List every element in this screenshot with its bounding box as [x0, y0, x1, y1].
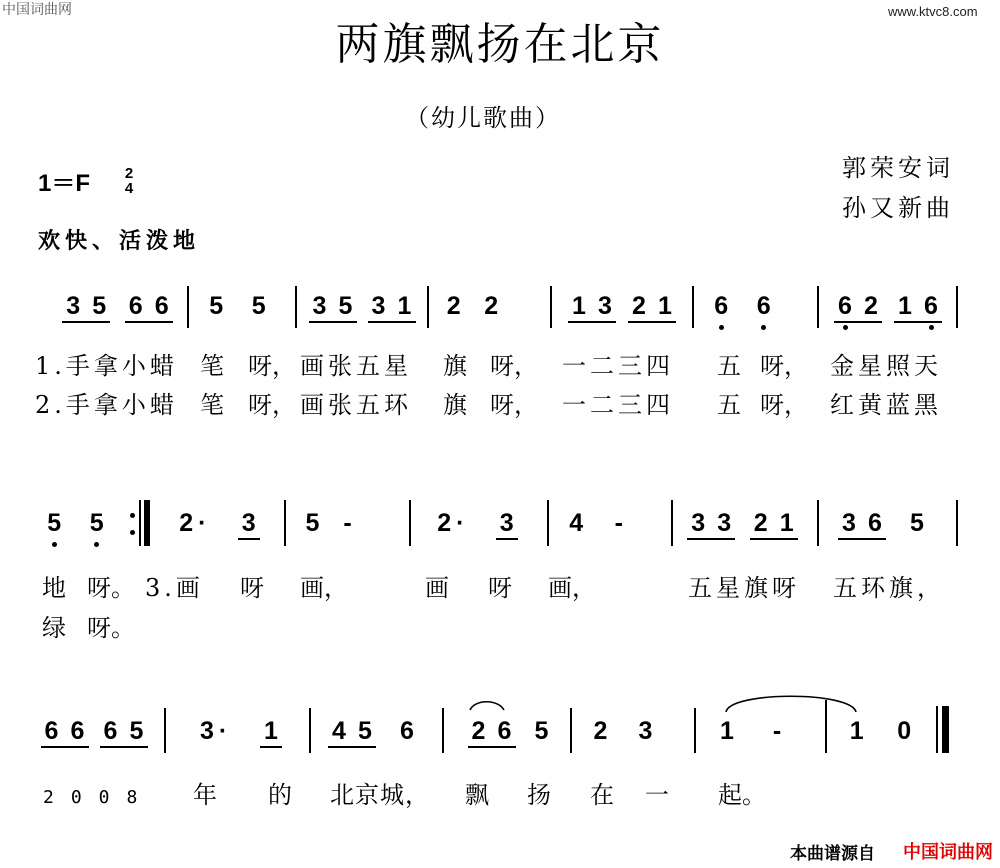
beamed-note-group: [125, 292, 173, 323]
note-group: [766, 717, 788, 745]
lyric-syllable: 金星照天: [830, 352, 942, 380]
note: 2: [864, 292, 878, 320]
repeat-dot: [130, 513, 135, 518]
note-low-octave: 6: [753, 292, 775, 320]
note-group: [433, 509, 465, 537]
barline: [187, 286, 189, 328]
lyric-syllable: 呀，: [760, 352, 808, 380]
note: 5: [251, 292, 266, 320]
note-group: [443, 292, 465, 320]
note: 2: [437, 509, 452, 537]
final-thick-barline: [942, 706, 949, 753]
note-group: [565, 509, 587, 537]
lyric-syllable: 笔: [200, 391, 228, 419]
note: 4: [332, 717, 346, 745]
lyric-syllable: 呀，: [490, 352, 538, 380]
beamed-note-group: [41, 717, 89, 748]
note-group: [590, 717, 612, 745]
note: 1: [572, 292, 586, 320]
note-group: [248, 292, 270, 320]
barline: [956, 500, 958, 546]
lyric-syllable: 一二三四: [562, 391, 674, 419]
note: 5: [92, 292, 107, 320]
note: 6: [400, 717, 414, 745]
beamed-note-group: [628, 292, 676, 323]
note: 1: [658, 292, 672, 320]
note: 1: [849, 717, 864, 745]
barline: [164, 708, 166, 753]
sustain-dash: -: [772, 717, 782, 745]
note-group: [205, 292, 227, 320]
lyric-syllable: 呀: [488, 574, 516, 602]
note: 3: [717, 509, 732, 537]
note: 2: [471, 717, 486, 745]
note: 6: [44, 717, 59, 745]
site-watermark-left: 中国词曲网: [2, 2, 72, 18]
barline: [284, 500, 286, 546]
augmentation-dot: ·: [198, 509, 207, 537]
note-group: [531, 717, 553, 745]
note-group: [716, 717, 738, 745]
lyric-syllable: 呀，: [248, 352, 296, 380]
lyric-syllable: 地: [42, 574, 70, 602]
lyric-syllable: 呀，: [248, 391, 296, 419]
note: 2: [446, 292, 461, 320]
note: 1: [898, 292, 912, 320]
measure: [160, 509, 275, 549]
measure: [435, 292, 510, 332]
composer-credit: 孙又新曲: [842, 194, 954, 222]
lyric-syllable: 起。: [718, 781, 766, 809]
footer-source-site: 中国词曲网: [903, 842, 993, 863]
note: 6: [497, 717, 512, 745]
note-low-octave: 5: [86, 509, 108, 537]
beamed-note-group: [838, 509, 886, 540]
note-group: [846, 717, 868, 745]
barline: [956, 286, 958, 328]
note-low-octave: 6: [834, 292, 856, 320]
barline: [550, 286, 552, 328]
note-low-octave: 6: [920, 292, 942, 320]
footer-source-label: 本曲谱源自: [790, 844, 875, 864]
lyric-syllable: 画张五环: [300, 391, 412, 419]
beamed-note-group: [468, 717, 516, 748]
note-group: [635, 717, 657, 745]
beamed-note-group: [834, 292, 882, 323]
measure: [833, 717, 928, 757]
note: 1: [720, 717, 734, 745]
lyric-syllable: 呀。: [87, 574, 135, 602]
note-group: [710, 292, 732, 320]
note: 1: [264, 717, 278, 745]
barline: [817, 286, 819, 328]
measure: [555, 509, 640, 549]
note: 3: [499, 509, 514, 537]
lyric-syllable: 画张五星: [300, 352, 412, 380]
sustain-dash: -: [343, 509, 352, 537]
barline: [309, 708, 311, 753]
note: 4: [569, 509, 584, 537]
note: 1: [779, 509, 794, 537]
lyric-syllable: 北京城，: [330, 781, 430, 809]
barline: [671, 500, 673, 546]
note: 3: [638, 717, 653, 745]
note: 5: [129, 717, 144, 745]
lyric-syllable: 画，: [300, 574, 348, 602]
measure: [460, 717, 560, 757]
lyric-syllable: 五: [717, 352, 745, 380]
repeat-end-thick-barline: [144, 500, 150, 546]
final-thin-barline: [936, 706, 938, 753]
note: 6: [70, 717, 85, 745]
beamed-note-group: [368, 292, 416, 323]
key-signature: 1＝F: [38, 170, 91, 197]
lyric-syllable: 笔: [200, 352, 228, 380]
note: 6: [868, 509, 882, 537]
note-group: [753, 292, 775, 320]
note: 3: [200, 717, 214, 745]
tie-arc: [726, 696, 856, 712]
lyric-syllable: 呀: [240, 574, 268, 602]
augmentation-dot: ·: [456, 509, 465, 537]
lyric-year: 2008: [43, 787, 155, 808]
measure: [418, 509, 533, 549]
measure: [318, 717, 428, 757]
beamed-note-group: [62, 292, 110, 323]
note: 3: [312, 292, 327, 320]
note: 3: [842, 509, 856, 537]
note: 5: [305, 509, 320, 537]
beamed-note-group: [309, 292, 357, 323]
note-group: [480, 292, 502, 320]
note: 6: [103, 717, 118, 745]
note: 5: [534, 717, 549, 745]
lyric-syllable: 旗: [443, 391, 471, 419]
note: 1: [397, 292, 412, 320]
note-group: [302, 509, 324, 537]
lyric-syllable: 五环旗，: [833, 574, 945, 602]
barline: [570, 708, 572, 753]
measure: [180, 717, 298, 757]
note: 2: [632, 292, 646, 320]
note: 5: [209, 292, 224, 320]
measure: [702, 717, 802, 757]
note: 2: [484, 292, 499, 320]
note-group: [86, 509, 108, 537]
measure: [35, 717, 153, 757]
note-group: [196, 717, 228, 745]
measure: [55, 292, 180, 332]
lyric-syllable: 呀。: [87, 614, 135, 642]
lyric-syllable: 旗: [443, 352, 471, 380]
note-group: [893, 717, 915, 745]
note: 6: [128, 292, 143, 320]
note-group: [396, 717, 418, 745]
lyric-syllable: 2.手拿小蜡: [35, 391, 178, 419]
note: 2: [753, 509, 768, 537]
note-group: [906, 509, 928, 537]
note: 3: [598, 292, 612, 320]
note: 5: [338, 292, 353, 320]
lyric-syllable: 一二三四: [562, 352, 674, 380]
measure: [700, 292, 785, 332]
lyric-syllable: 一: [645, 781, 673, 809]
song-title: 两旗飘扬在北京: [335, 19, 665, 70]
barline: [825, 700, 827, 753]
lyric-syllable: 飘: [465, 781, 493, 809]
note: 5: [910, 509, 924, 537]
beamed-note-group: [100, 717, 148, 748]
repeat-dot: [130, 530, 135, 535]
lyric-syllable: 在: [590, 781, 618, 809]
barline: [427, 286, 429, 328]
note: 2: [179, 509, 194, 537]
measure: [828, 509, 938, 549]
beamed-note-group: [496, 509, 518, 540]
barline: [409, 500, 411, 546]
note: 3: [66, 292, 81, 320]
lyric-syllable: 五: [717, 391, 745, 419]
measure: [828, 292, 948, 332]
beamed-note-group: [568, 292, 616, 323]
augmentation-dot: ·: [218, 717, 228, 745]
lyric-syllable: 年: [193, 781, 221, 809]
measure: [295, 509, 365, 549]
note-group: [175, 509, 207, 537]
note-low-octave: 5: [43, 509, 65, 537]
barline: [295, 286, 297, 328]
lyric-syllable: 扬: [527, 781, 555, 809]
beamed-note-group: [894, 292, 942, 323]
measure: [680, 509, 805, 549]
note: 3: [371, 292, 386, 320]
note: 5: [358, 717, 372, 745]
tempo-marking: 欢快、活泼地: [38, 229, 201, 254]
measure: [195, 292, 280, 332]
measure: [578, 717, 668, 757]
slur-arc: [470, 702, 504, 710]
barline: [817, 500, 819, 546]
time-signature: [121, 166, 137, 196]
beamed-note-group: [328, 717, 376, 748]
note-group: [337, 509, 359, 537]
measure: [303, 292, 421, 332]
lyric-syllable: 的: [268, 781, 296, 809]
barline: [692, 286, 694, 328]
barline: [442, 708, 444, 753]
note-group: [608, 509, 630, 537]
lyric-syllable: 画: [425, 574, 453, 602]
note: 3: [691, 509, 706, 537]
measure: [33, 509, 118, 549]
time-signature-top: 2: [124, 165, 134, 182]
sustain-dash: -: [614, 509, 623, 537]
beamed-note-group: [260, 717, 282, 748]
rest: 0: [897, 717, 912, 745]
lyric-syllable: 3.画: [145, 574, 204, 602]
measure: [562, 292, 682, 332]
beamed-note-group: [750, 509, 798, 540]
lyric-syllable: 五星旗呀: [688, 574, 800, 602]
site-watermark-url: www.ktvc8.com: [888, 4, 978, 19]
lyric-syllable: 红黄蓝黑: [830, 391, 942, 419]
repeat-end-thin-barline: [139, 500, 141, 546]
note-group: [43, 509, 65, 537]
note-low-octave: 6: [710, 292, 732, 320]
time-signature-bottom: 4: [124, 180, 134, 197]
lyric-syllable: 呀，: [490, 391, 538, 419]
beamed-note-group: [238, 509, 260, 540]
lyricist-credit: 郭荣安词: [842, 154, 954, 182]
lyric-syllable: 绿: [42, 614, 70, 642]
barline: [694, 708, 696, 753]
barline: [547, 500, 549, 546]
note: 6: [154, 292, 169, 320]
note: 2: [593, 717, 608, 745]
beamed-note-group: [687, 509, 735, 540]
song-subtitle: （幼儿歌曲）: [405, 104, 561, 132]
lyric-syllable: 呀，: [760, 391, 808, 419]
note: 3: [241, 509, 256, 537]
lyric-syllable: 画，: [548, 574, 596, 602]
lyric-syllable: 1.手拿小蜡: [35, 352, 178, 380]
